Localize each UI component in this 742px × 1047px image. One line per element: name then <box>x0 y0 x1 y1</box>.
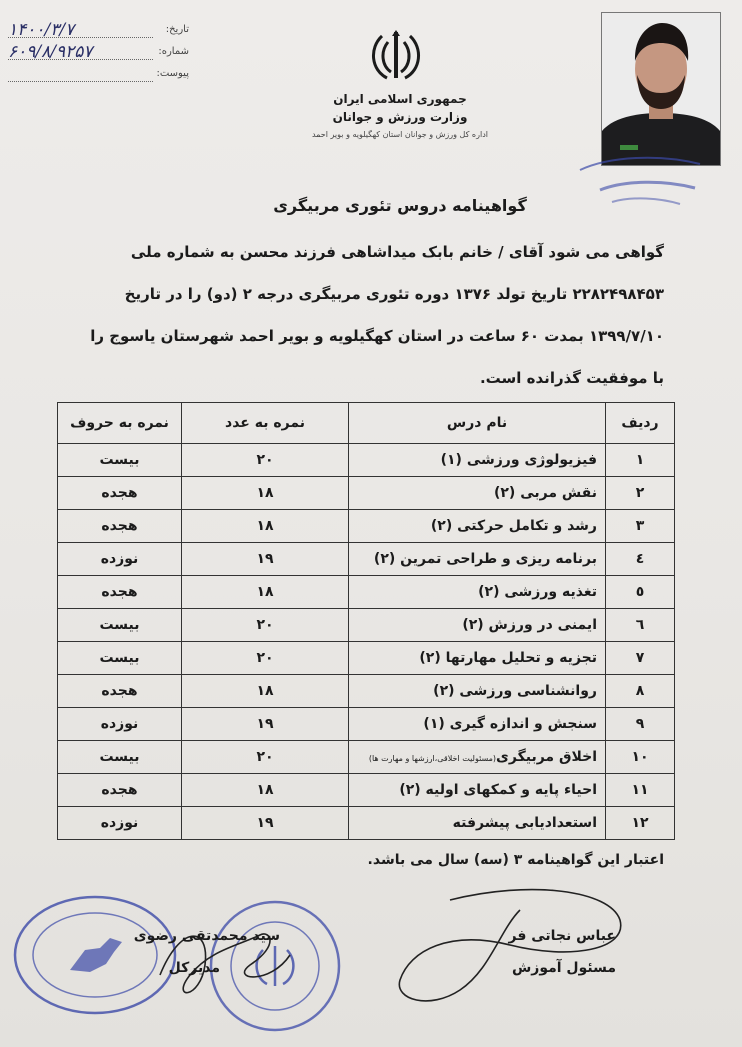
header-grade-words: نمره به حروف <box>58 403 182 444</box>
row-course <box>349 543 606 576</box>
row-index-text: ٦ <box>635 617 645 633</box>
header-country: جمهوری اسلامی ایران <box>333 92 467 106</box>
statement-line-2: ۲۲۸۲۴۹۸۴۵۳ تاریخ تولد ۱۳۷۶ دوره تئوری مربیگری درجه ۲ (دو) را در تاریخ <box>124 285 664 303</box>
row-course <box>349 675 606 708</box>
row-course-text: فیزیولوژی ورزشی (۱) <box>440 452 597 468</box>
row-grade-number <box>182 510 349 543</box>
row-index-text: ۱۲ <box>631 815 649 831</box>
row-grade-words-text: هجده <box>101 518 138 534</box>
row-grade-number <box>182 444 349 477</box>
officer-name: عباس نجاتی فر <box>508 928 616 944</box>
row-index <box>606 807 675 840</box>
table-row <box>58 609 675 642</box>
row-grade-words <box>58 642 182 675</box>
statement-line-1: گواهی می شود آقای / خانم بابک میداشاهی فرزند محسن به شماره ملی <box>130 243 664 261</box>
row-index-text: ۷ <box>635 650 645 666</box>
row-grade-number-text: ۱۸ <box>256 683 274 699</box>
row-course <box>349 510 606 543</box>
row-grade-number <box>182 609 349 642</box>
date-label: تاریخ: <box>165 24 189 35</box>
row-grade-number <box>182 774 349 807</box>
table-row <box>58 510 675 543</box>
statement-line-4: با موفقیت گذرانده است. <box>479 369 664 387</box>
iran-emblem-icon <box>365 28 427 88</box>
row-grade-words <box>58 477 182 510</box>
table-row <box>58 741 675 774</box>
table-row <box>58 477 675 510</box>
director-title: مدیرکل <box>168 960 220 976</box>
row-grade-number-text: ۱۸ <box>256 518 274 534</box>
row-grade-number-text: ۱۹ <box>256 551 274 567</box>
officer-title: مسئول آموزش <box>511 960 616 976</box>
row-course-text: اخلاق مربیگری <box>496 749 597 765</box>
row-grade-number-text: ۱۹ <box>256 716 274 732</box>
row-index <box>606 741 675 774</box>
row-grade-words-text: نوزده <box>100 551 139 567</box>
table-row <box>58 642 675 675</box>
row-index-text: ۳ <box>635 518 645 534</box>
row-grade-words <box>58 675 182 708</box>
row-course <box>349 444 606 477</box>
row-course-text: نقش مربی (۲) <box>493 485 597 501</box>
row-index <box>606 444 675 477</box>
row-grade-number <box>182 807 349 840</box>
header-course: نام درس <box>349 403 606 444</box>
row-grade-number-text: ۲۰ <box>256 749 274 765</box>
row-index <box>606 510 675 543</box>
row-grade-number <box>182 708 349 741</box>
issuer-header <box>260 92 540 139</box>
row-grade-words <box>58 576 182 609</box>
row-course-text: ایمنی در ورزش (۲) <box>462 617 597 633</box>
date-value: ۱۴۰۰/۳/۷ <box>8 20 75 40</box>
row-grade-number-text: ۲۰ <box>256 650 274 666</box>
row-course-text: تغذیه ورزشی (۲) <box>478 584 597 600</box>
row-course-text: سنجش و اندازه گیری (۱) <box>423 716 597 732</box>
row-grade-words <box>58 807 182 840</box>
statement-line-3: ۱۳۹۹/۷/۱۰ بمدت ۶۰ ساعت در استان کهگیلویه و بویر احمد شهرستان یاسوج را <box>90 327 664 345</box>
row-course <box>349 477 606 510</box>
row-grade-number-text: ۱۹ <box>256 815 274 831</box>
row-index-text: ۸ <box>635 683 645 699</box>
row-course-text: رشد و تکامل حرکتی (۲) <box>430 518 597 534</box>
row-grade-words-text: هجده <box>101 782 138 798</box>
row-index <box>606 708 675 741</box>
table-row <box>58 675 675 708</box>
row-index-text: ۲ <box>635 485 645 501</box>
row-grade-words-text: بیست <box>99 617 140 633</box>
row-course-text: استعدادیابی پیشرفته <box>452 815 597 831</box>
row-grade-number-text: ۲۰ <box>256 617 274 633</box>
row-grade-number-text: ۲۰ <box>256 452 274 468</box>
row-grade-words <box>58 444 182 477</box>
row-index-text: ۱ <box>635 452 645 468</box>
row-course <box>349 807 606 840</box>
row-course <box>349 741 606 774</box>
table-row <box>58 576 675 609</box>
table-row <box>58 774 675 807</box>
holder-photo <box>601 12 721 166</box>
row-course <box>349 708 606 741</box>
row-course-text: روانشناسی ورزشی (۲) <box>433 683 597 699</box>
table-header-row <box>58 403 675 444</box>
letter-meta <box>8 20 193 86</box>
row-course <box>349 576 606 609</box>
row-grade-number <box>182 543 349 576</box>
row-course-text: احیاء پایه و کمکهای اولیه (۲) <box>399 782 597 798</box>
row-course <box>349 642 606 675</box>
attachment-label: پیوست: <box>156 68 189 79</box>
row-course <box>349 774 606 807</box>
row-course <box>349 609 606 642</box>
row-index <box>606 675 675 708</box>
table-row <box>58 708 675 741</box>
row-grade-number-text: ۱۸ <box>256 584 274 600</box>
row-grade-number <box>182 642 349 675</box>
row-grade-number-text: ۱۸ <box>256 782 274 798</box>
row-grade-number <box>182 576 349 609</box>
director-name: سید محمدتقی رضوی <box>133 928 280 944</box>
row-grade-words-text: بیست <box>99 650 140 666</box>
row-grade-number-text: ۱۸ <box>256 485 274 501</box>
validity-note: اعتبار این گواهینامه ۳ (سه) سال می باشد. <box>367 852 664 868</box>
row-grade-words-text: هجده <box>101 584 138 600</box>
row-course-text: برنامه ریزی و طراحی تمرین (۲) <box>373 551 597 567</box>
row-grade-words <box>58 609 182 642</box>
meta-dotted-line <box>8 81 153 82</box>
grades-table <box>57 402 675 840</box>
certificate-title: گواهینامه دروس تئوری مربیگری <box>273 196 527 215</box>
row-index <box>606 576 675 609</box>
table-row <box>58 444 675 477</box>
row-grade-number <box>182 477 349 510</box>
row-grade-words <box>58 708 182 741</box>
row-grade-words-text: نوزده <box>100 815 139 831</box>
row-grade-words-text: بیست <box>99 452 140 468</box>
row-index <box>606 774 675 807</box>
row-index-text: ۱۱ <box>631 782 649 798</box>
row-index <box>606 477 675 510</box>
row-index-text: ٥ <box>635 584 645 600</box>
header-grade-number: نمره به عدد <box>182 403 349 444</box>
row-course-note: (مسئولیت اخلاقی،ارزشها و مهارت ها) <box>368 754 497 763</box>
header-ministry: وزارت ورزش و جوانان <box>332 110 468 124</box>
row-grade-words-text: بیست <box>99 749 140 765</box>
date-row <box>8 20 193 42</box>
row-grade-number <box>182 741 349 774</box>
row-index-text: ٤ <box>635 551 645 567</box>
meta-dotted-line <box>8 37 153 38</box>
row-index <box>606 543 675 576</box>
table-row <box>58 807 675 840</box>
row-index <box>606 642 675 675</box>
attachment-row <box>8 64 193 86</box>
number-row <box>8 42 193 64</box>
row-course-text: تجزیه و تحلیل مهارتها (۲) <box>419 650 597 666</box>
meta-dotted-line <box>8 59 153 60</box>
row-grade-words <box>58 543 182 576</box>
row-grade-words-text: نوزده <box>100 716 139 732</box>
row-grade-words <box>58 774 182 807</box>
row-index-text: ۱۰ <box>631 749 649 765</box>
row-grade-words <box>58 510 182 543</box>
row-grade-words-text: هجده <box>101 485 138 501</box>
officer-signature <box>390 870 640 1020</box>
row-grade-words <box>58 741 182 774</box>
row-grade-words-text: هجده <box>101 683 138 699</box>
number-label: شماره: <box>158 46 189 57</box>
photo-stamp-mark <box>570 150 710 212</box>
row-index-text: ۹ <box>635 716 645 732</box>
header-office: اداره کل ورزش و جوانان استان کهگیلویه و بویر احمد <box>311 130 488 139</box>
header-index: ردیف <box>606 403 675 444</box>
row-index <box>606 609 675 642</box>
row-grade-number <box>182 675 349 708</box>
table-row <box>58 543 675 576</box>
number-value: ۶۰۹/۸/۹۲۵۷ <box>8 42 93 62</box>
